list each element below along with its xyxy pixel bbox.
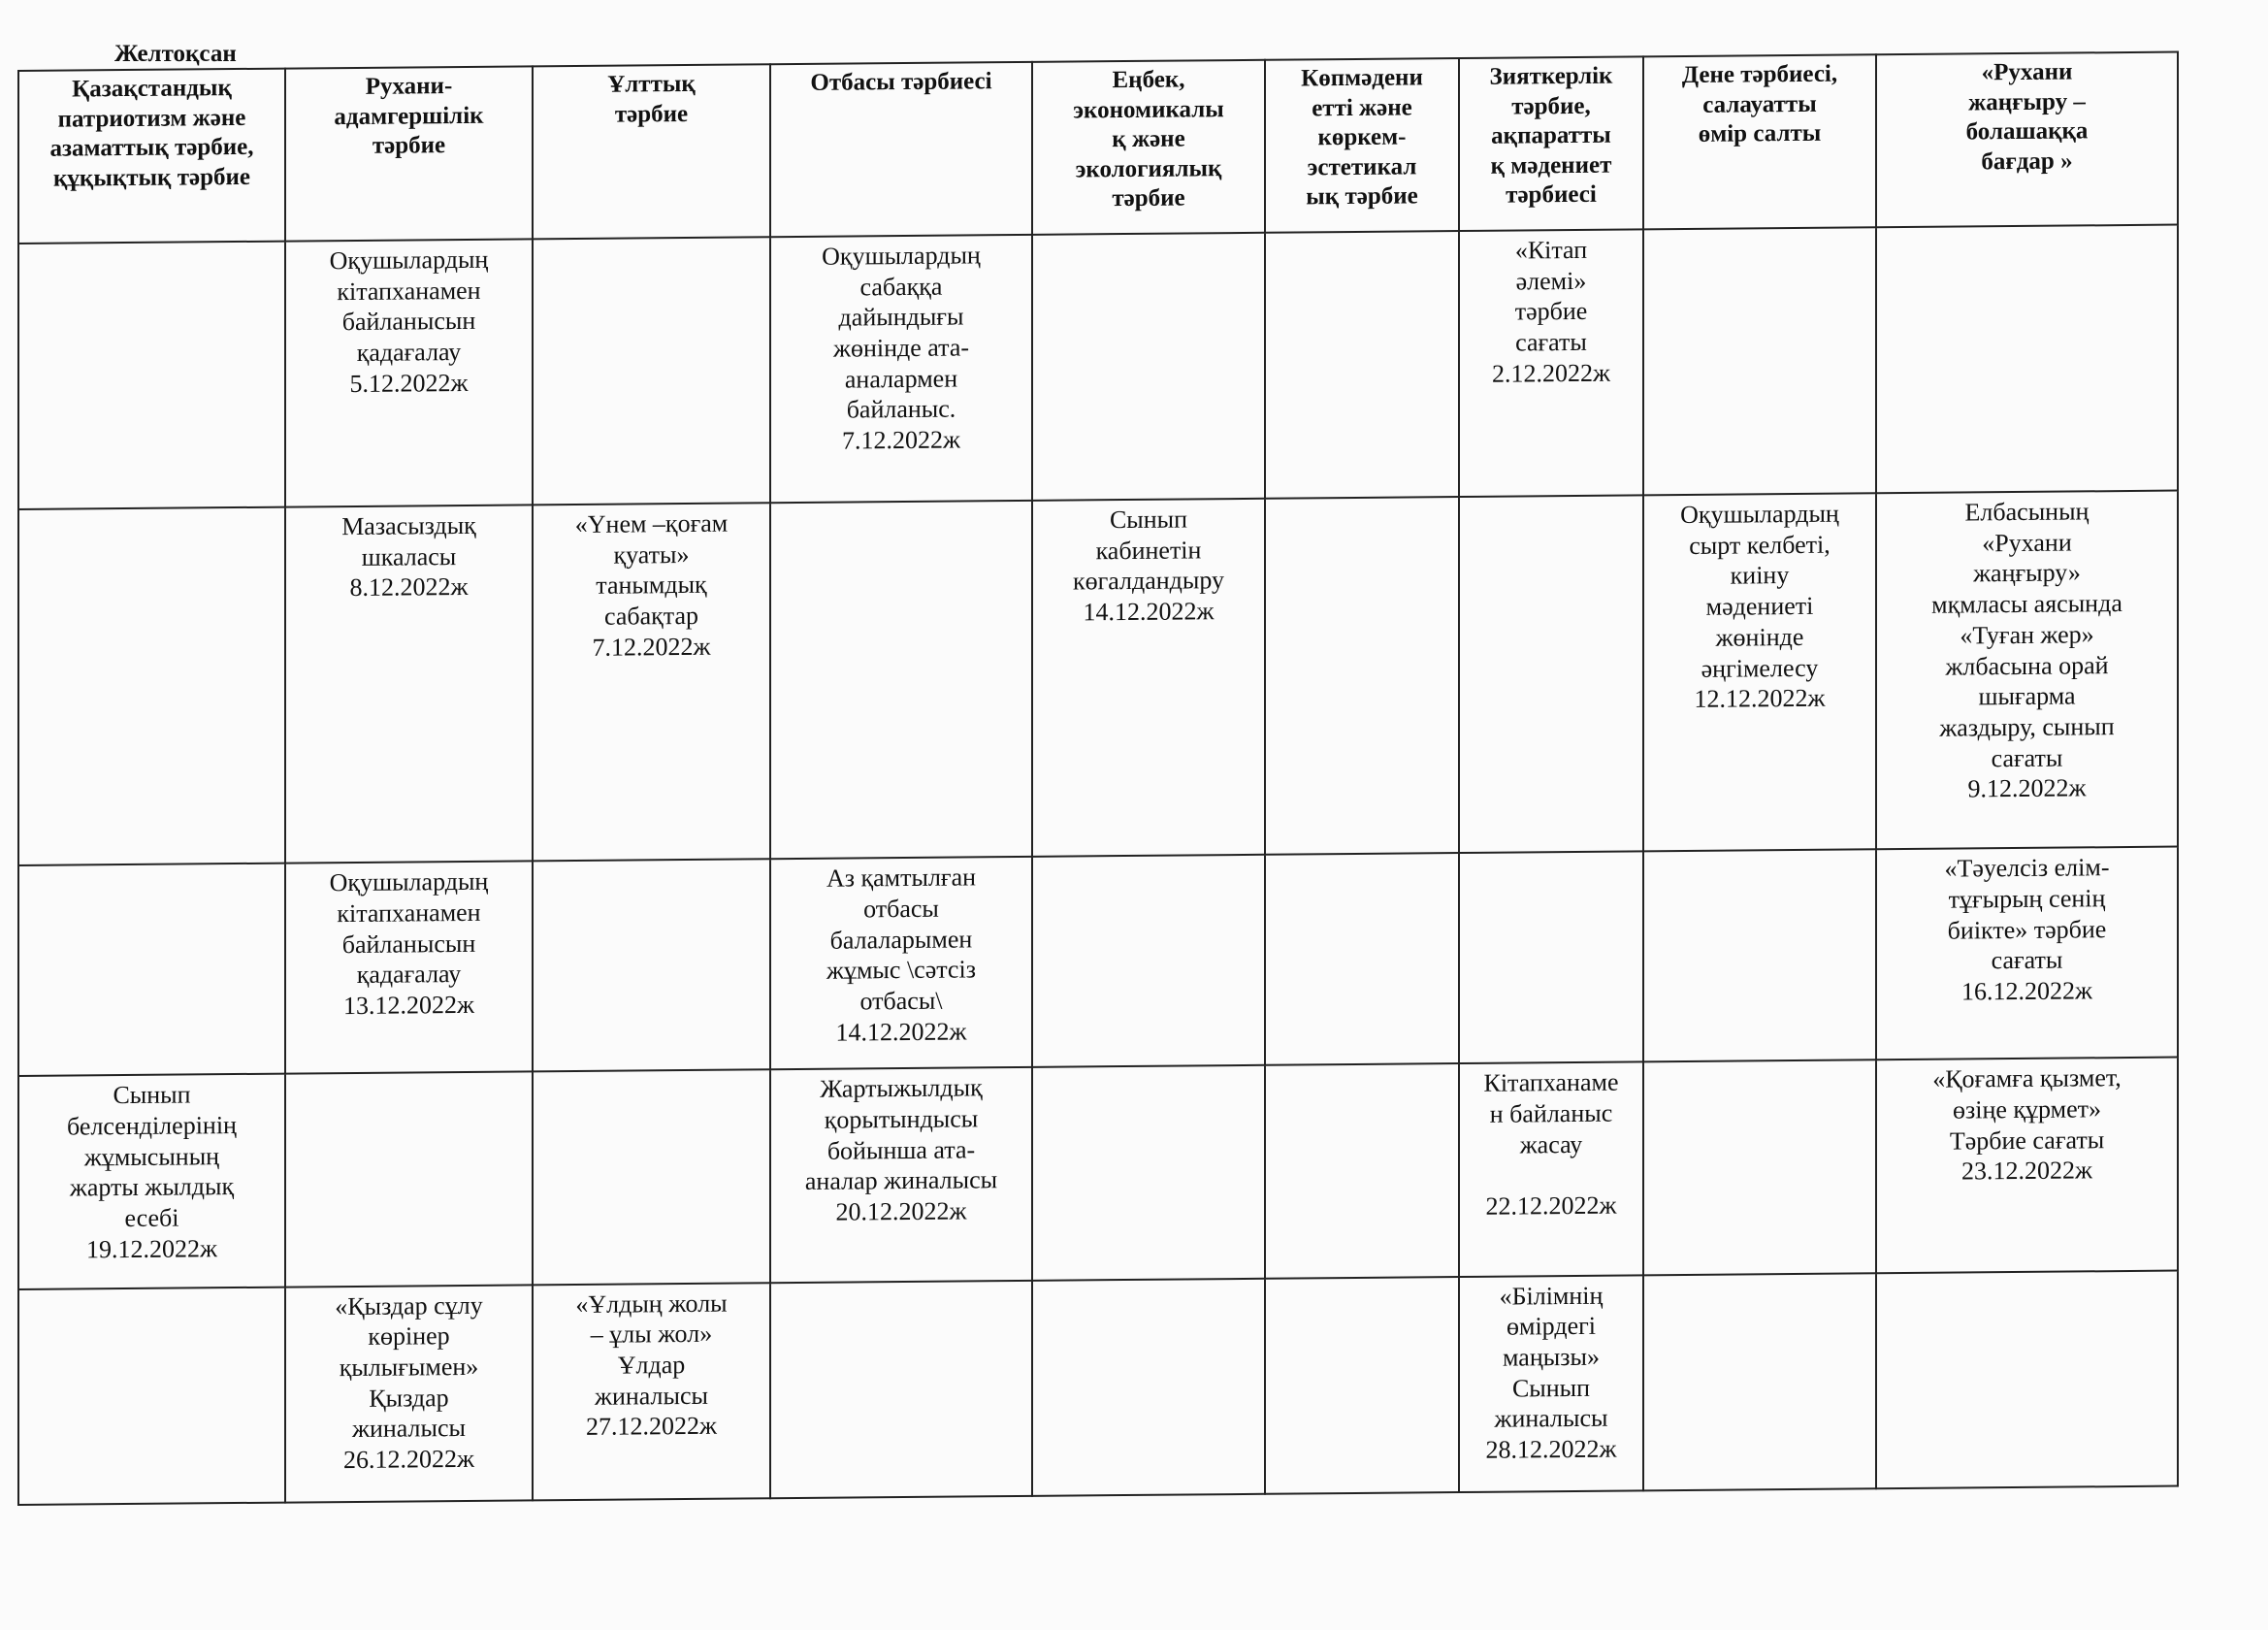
table-cell: Оқушылардың кітапханамен байланысын қадағалау 13.12.2022ж [285,862,533,1074]
header-cell: Еңбек, экономикалы қ және экологиялық тәрбие [1032,60,1265,235]
header-cell: Көпмәдени етті және көркем- эстетикал ық тәрбие [1265,58,1459,233]
table-cell: Аз қамтылған отбасы балаларымен жұмыс \сәтсіз отбасы\ 14.12.2022ж [770,857,1032,1070]
table-cell [1032,1278,1265,1496]
table-cell [18,507,285,866]
table-cell [1032,855,1265,1067]
table-cell: Сынып кабинетін көгалдандыру 14.12.2022ж [1032,499,1265,857]
table-cell: Сынып белсенділерінің жұмысының жарты жылдық есебі 19.12.2022ж [18,1074,285,1289]
table-cell [533,1070,770,1285]
header-cell: «Рухани жаңғыру – болашаққа бағдар » [1876,52,2178,228]
table-cell [533,859,770,1071]
header-cell: Отбасы тәрбиесі [770,62,1032,237]
table-cell: Жартыжылдық қорытындысы бойынша ата- аналар жиналысы 20.12.2022ж [770,1067,1032,1283]
table-cell: «Тәуелсіз елім- тұғырың сенің биікте» тәрбие сағаты 16.12.2022ж [1876,847,2178,1060]
table-cell [1265,497,1459,855]
header-row [18,52,2178,244]
page-title: Желтоқсан [114,41,237,67]
header-cell: Рухани- адамгершілік тәрбие [285,66,533,241]
table-cell: Оқушылардың сырт келбеті, киіну мәдениеті жөнінде әңгімелесу 12.12.2022ж [1643,493,1876,851]
table-row [18,224,2178,509]
table-row [18,1058,2178,1289]
table-cell [18,241,285,508]
table-cell [1643,1060,1876,1275]
table-cell: «Қоғамға қызмет, өзіңе құрмет» Тәрбие сағаты 23.12.2022ж [1876,1058,2178,1273]
table-cell: Оқушылардың сабаққа дайындығы жөнінде ата- аналармен байланыс. 7.12.2022ж [770,235,1032,503]
table-cell [1265,853,1459,1065]
table-cell [770,1280,1032,1498]
table-cell [1032,1065,1265,1280]
table-cell [1265,1277,1459,1494]
table-cell [1876,1270,2178,1488]
table-cell [285,1072,533,1287]
table-row [18,491,2178,866]
table-cell [1265,231,1459,499]
table-cell [533,237,770,505]
plan-table [17,51,2179,1506]
table-cell [1643,849,1876,1061]
table-row [18,847,2178,1077]
table-cell: «Білімнің өмірдегі маңызы» Сынып жиналысы 28.12.2022ж [1459,1275,1643,1492]
table-cell [770,501,1032,860]
table-cell [18,864,285,1077]
table-cell [1643,227,1876,495]
table-cell: Мазасыздық шкаласы 8.12.2022ж [285,505,533,863]
table-cell: «Ұлдың жолы – ұлы жол» Ұлдар жиналысы 27.12.2022ж [533,1283,770,1501]
table-cell: «Қыздар сұлу көрінер қылығымен» Қыздар жиналысы 26.12.2022ж [285,1285,533,1503]
header-cell: Зияткерлік тәрбие, ақпаратты қ мәдениет тәрбиесі [1459,56,1643,231]
header-cell: Ұлттық тәрбие [533,64,770,239]
table-cell: Елбасының «Рухани жаңғыру» мқмласы аясында «Туған жер» жлбасына орай шығарма жаздыру, сынып сағаты 9.12.2022ж [1876,491,2178,850]
table-cell [18,1287,285,1505]
table-cell [1459,852,1643,1064]
table-cell [1876,224,2178,493]
table-cell: «Үнем –қоғам қуаты» танымдық сабақтар 7.12.2022ж [533,503,770,861]
header-cell: Дене тәрбиесі, салауатты өмір салты [1643,54,1876,229]
table-row [18,1270,2178,1505]
table-cell [1459,495,1643,853]
table-cell: Кітапханаме н байланыс жасау 22.12.2022ж [1459,1062,1643,1277]
table-cell [1265,1063,1459,1278]
table-cell [1032,233,1265,501]
table-cell: Оқушылардың кітапханамен байланысын қадағалау 5.12.2022ж [285,239,533,506]
header-cell: Қазақстандық патриотизм және азаматтық тәрбие, құқықтық тәрбие [18,69,285,244]
table-cell: «Кітап әлемі» тәрбие сағаты 2.12.2022ж [1459,229,1643,497]
table-cell [1643,1273,1876,1491]
